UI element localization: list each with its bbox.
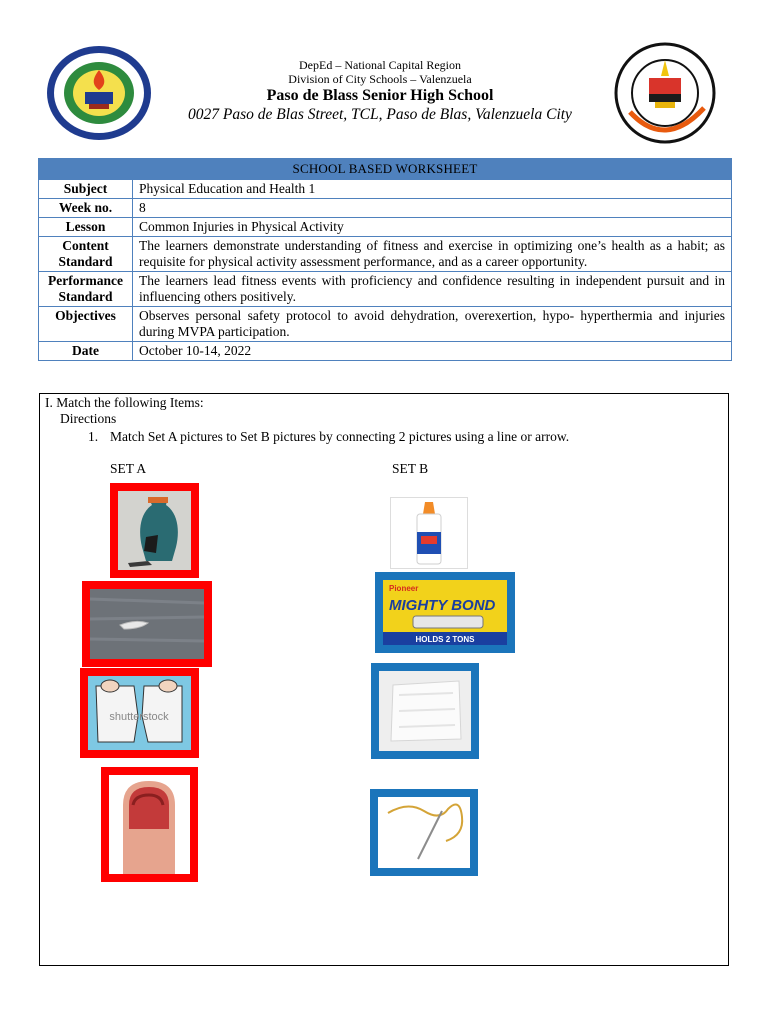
- mighty-bond-maker: Pioneer: [389, 584, 419, 593]
- row-label-subject: Subject: [39, 180, 133, 199]
- set-b-label: SET B: [392, 461, 429, 476]
- worksheet-title: SCHOOL BASED WORKSHEET: [39, 159, 732, 180]
- row-label-lesson: Lesson: [39, 218, 133, 237]
- row-label-objectives: Objectives: [39, 307, 133, 342]
- mighty-bond-brand: MIGHTY BOND: [389, 597, 496, 614]
- row-value-performance-standard: The learners lead fitness events with proficiency and confidence resulting in independent pursuit and in influencing others positively.: [133, 272, 732, 307]
- row-value-objectives: Observes personal safety protocol to avoid dehydration, overexertion, hypo- hyperthermia and injuries during MVPA participation.: [133, 307, 732, 342]
- header-division: Division of City Schools – Valenzuela: [288, 72, 472, 86]
- worksheet-info-table: [38, 158, 732, 361]
- row-value-subject: Physical Education and Health 1: [133, 180, 732, 199]
- set-a-item-injured-nail[interactable]: [101, 767, 198, 882]
- row-value-week: 8: [133, 199, 732, 218]
- set-b-item-needle-and-thread[interactable]: [370, 789, 478, 876]
- table-row: [39, 272, 732, 307]
- instruction-text: Match Set A pictures to Set B pictures by connecting 2 pictures using a line or arrow.: [110, 429, 570, 444]
- table-row: [39, 237, 732, 272]
- table-row: [39, 180, 732, 199]
- row-value-lesson: Common Injuries in Physical Activity: [133, 218, 732, 237]
- school-address: 0027 Paso de Blas Street, TCL, Paso de Blas, Valenzuela City: [188, 106, 572, 123]
- instruction-number: 1.: [88, 429, 99, 444]
- table-row: [39, 218, 732, 237]
- division-logo-right: [612, 42, 718, 144]
- header-region: DepEd – National Capital Region: [299, 58, 461, 72]
- table-row: [39, 342, 732, 361]
- row-label-date: Date: [39, 342, 133, 361]
- row-value-content-standard: The learners demonstrate understanding of fitness and exercise in optimizing one’s health as a habit; as requisite for physical activity assessment performance, and as a career opportunity.: [133, 237, 732, 272]
- table-row: [39, 199, 732, 218]
- row-label-performance-standard: Performance Standard: [39, 272, 133, 307]
- set-b-item-gauze-pad[interactable]: [371, 663, 479, 759]
- set-a-item-torn-paper[interactable]: [80, 668, 199, 758]
- set-a-item-broken-vase[interactable]: [110, 483, 199, 578]
- row-label-week: Week no.: [39, 199, 133, 218]
- directions-label: Directions: [60, 411, 117, 426]
- school-name: Paso de Blass Senior High School: [266, 87, 494, 104]
- shutterstock-watermark: shutterstock: [109, 711, 169, 723]
- mighty-bond-tag: HOLDS 2 TONS: [415, 635, 475, 644]
- set-a-label: SET A: [110, 461, 147, 476]
- set-b-item-glue-bottle[interactable]: [390, 497, 468, 569]
- activity-heading: I. Match the following Items:: [45, 395, 204, 410]
- school-logo-left: [45, 44, 153, 142]
- row-label-content-standard: Content Standard: [39, 237, 133, 272]
- set-a-item-torn-fabric[interactable]: [82, 581, 212, 667]
- table-row: [39, 307, 732, 342]
- row-value-date: October 10-14, 2022: [133, 342, 732, 361]
- set-b-item-mighty-bond[interactable]: [375, 572, 515, 653]
